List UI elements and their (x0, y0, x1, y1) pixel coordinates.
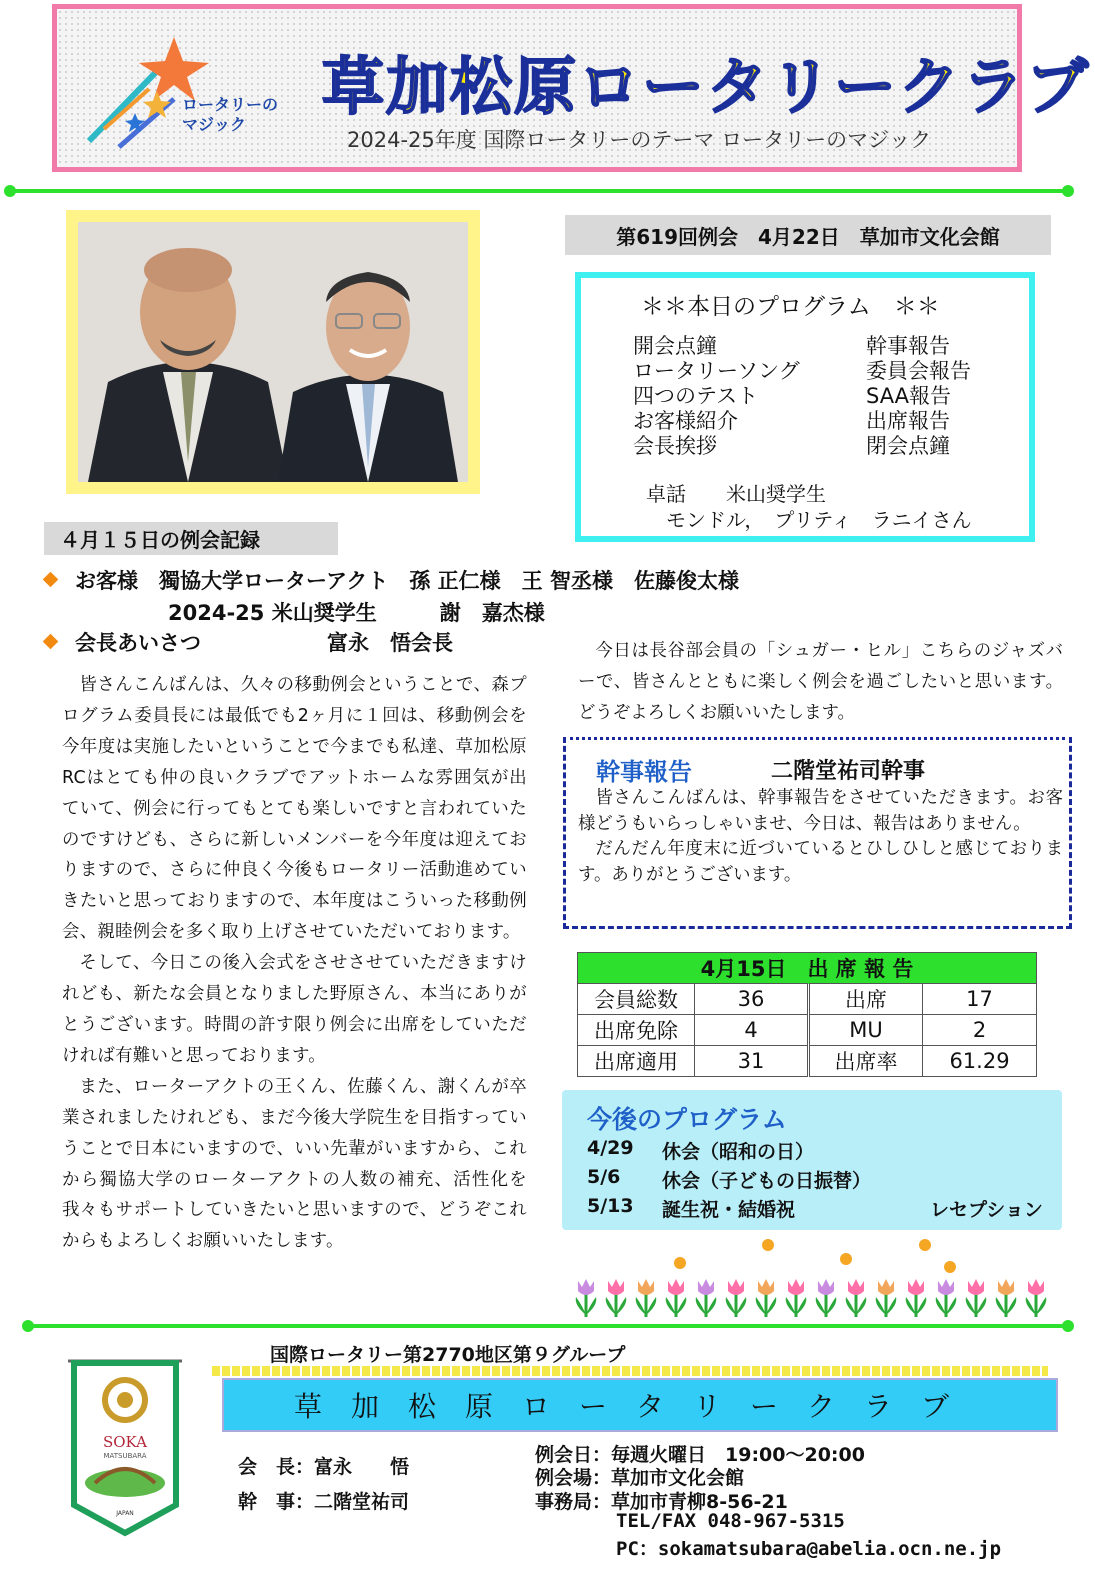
footer-email: PC：sokamatsubara@abelia.ocn.ne.jp (616, 1538, 1002, 1560)
program-left-list (633, 334, 800, 459)
tulip-leaf (666, 1297, 676, 1315)
tulip-leaf (636, 1297, 646, 1315)
tulip-flower (788, 1279, 804, 1295)
table-cell: 31 (695, 1046, 809, 1077)
members-photo (78, 222, 468, 482)
tulip-flower (818, 1279, 834, 1295)
tulip-leaf (586, 1297, 596, 1315)
two-men-photo-icon (78, 222, 468, 482)
tulip-leaf (846, 1297, 856, 1315)
table-cell: 61.29 (923, 1046, 1037, 1077)
tulip-flower (938, 1279, 954, 1295)
tulip-flower (998, 1279, 1014, 1295)
table-cell: 出席免除 (578, 1015, 695, 1046)
tulip-flower (578, 1279, 594, 1295)
header-logo-text: ロータリーの マジック (182, 95, 279, 134)
tulip-flower (698, 1279, 714, 1295)
upcoming-note: レセプション (930, 1199, 1043, 1221)
program-item: 閉会点鐘 (866, 434, 950, 458)
header-banner (52, 4, 1091, 172)
club-pennant-icon (60, 1355, 190, 1540)
program-title: ＊＊本日のプログラム ＊＊ (641, 294, 940, 320)
attendance-header: 4月15日 出 席 報 告 (578, 953, 1037, 984)
program-item: 開会点鐘 (633, 334, 717, 358)
guests-line-1: お客様 獨協大学ローターアクト 孫 正仁様 王 智丞様 佐藤俊太様 (75, 569, 739, 593)
footer-president: 会 長：富永 悟 (238, 1456, 410, 1478)
venue-paragraph (578, 636, 1063, 729)
tulip-leaf (816, 1297, 826, 1315)
tulip-leaf (826, 1297, 836, 1315)
tulip-leaf (966, 1297, 976, 1315)
top-divider (10, 189, 1068, 193)
table-cell: 4 (695, 1015, 809, 1046)
tulip-leaf (856, 1297, 866, 1315)
tulip-leaf (696, 1297, 706, 1315)
tulip-leaf (906, 1297, 916, 1315)
table-cell: 出席 (809, 984, 923, 1015)
speech-paragraph: 皆さんこんばんは、久々の移動例会ということで、森プログラム委員長には最低でも2ヶ月に１回は、移動例会を今年度は実施したいということで今までも私達、草加松原RCはとても仲の良いクラブでアットホームな雰囲気が出ていて、例会に行ってもとても楽しいですと言われていたのですけども、さらに新しいメンバーを今年度は迎えておりますので、さらに仲良く今後もロータリー活動進めていきたいと思っておりますので、本年度はこういった移動例会、親睦例会を多く取り上げさせていただいております。 (62, 675, 527, 943)
bottom-divider (28, 1324, 1068, 1328)
tulip-leaf (646, 1297, 656, 1315)
tulip-leaf (606, 1297, 616, 1315)
tulip-leaf (976, 1297, 986, 1315)
table-row (578, 1046, 1037, 1077)
footer-meeting-place: 例会場：草加市文化会館 (535, 1467, 745, 1489)
program-item: 出席報告 (866, 409, 950, 433)
program-item: ロータリーソング (633, 359, 800, 383)
diamond-bullet-icon (43, 572, 59, 588)
footer-office: 事務局：草加市青柳8-56-21 (535, 1491, 788, 1513)
table-cell: MU (809, 1015, 923, 1046)
tulip-flower (908, 1279, 924, 1295)
tulip-leaf (676, 1297, 686, 1315)
footer-secretary: 幹 事：二階堂祐司 (238, 1491, 410, 1513)
page-title: 草加松原ロータリークラブ (322, 50, 1091, 123)
program-right-list (866, 334, 971, 459)
record-section-title: ４月１５日の例会記録 (44, 522, 338, 555)
tulip-flower (848, 1279, 864, 1295)
table-cell: 36 (695, 984, 809, 1015)
program-speaker-label: 卓話 米山奨学生 (646, 482, 826, 506)
upcoming-text: 休会（子どもの日振替） (662, 1170, 872, 1192)
footer-yellow-strip (212, 1366, 1048, 1376)
tulip-flower (1028, 1279, 1044, 1295)
upcoming-text: 誕生祝・結婚祝 (662, 1199, 796, 1221)
tulip-leaf (736, 1297, 746, 1315)
diamond-bullet-icon (43, 634, 59, 650)
table-row (578, 1015, 1037, 1046)
table-cell: 会員総数 (578, 984, 695, 1015)
program-item: 委員会報告 (866, 359, 971, 383)
secretary-name: 二階堂祐司幹事 (771, 759, 926, 784)
tulip-flower (608, 1279, 624, 1295)
upcoming-text: 休会（昭和の日） (662, 1141, 815, 1163)
top-divider-dot-left (4, 185, 16, 197)
tulip-leaf (786, 1297, 796, 1315)
tulip-leaf (916, 1297, 926, 1315)
upcoming-date: 4/29 (587, 1137, 634, 1159)
venue-paragraph-text: 今日は長谷部会員の「シュガー・ヒル」こちらのジャズバーで、皆さんとともに楽しく例会を過ごしたいと思います。どうぞよろしくお願いいたします。 (578, 641, 1063, 723)
upcoming-date: 5/13 (587, 1195, 634, 1217)
upcoming-program-box (562, 1090, 1062, 1230)
program-item: SAA報告 (866, 384, 952, 408)
tulip-leaf (886, 1297, 896, 1315)
speech-paragraph: また、ローターアクトの王くん、佐藤くん、謝くんが卒業されましたけれども、まだ今後大学院生を目指すっていうことで日本にいますので、いい先輩がいますから、これから獨協大学のローターアクトの人数の補充、活性化を我々もサポートしていきたいと思いますので、どうぞこれからもよろしくお願いいたします。 (62, 1076, 527, 1252)
president-heading: 会長あいさつ 富永 悟会長 (75, 631, 453, 655)
tulip-leaf (576, 1297, 586, 1315)
today-program-box (575, 272, 1035, 542)
tulip-leaf (1006, 1297, 1016, 1315)
table-cell: 2 (923, 1015, 1037, 1046)
page-subtitle: 2024-25年度 国際ロータリーのテーマ ロータリーのマジック (347, 128, 932, 152)
district-group: 国際ロータリー第2770地区第９グループ (270, 1344, 626, 1366)
table-row (578, 984, 1037, 1015)
program-item: 会長挨拶 (633, 434, 717, 458)
secretary-paragraph: だんだん年度末に近づいているとひしひしと感じております。ありがとうございます。 (578, 839, 1063, 885)
photo-frame (66, 210, 480, 494)
program-speaker-name: モンドル， プリティ ラニイさん (666, 508, 972, 532)
secretary-report-box (563, 737, 1072, 929)
tulip-leaf (796, 1297, 806, 1315)
program-item: 幹事報告 (866, 334, 950, 358)
tulip-flower (728, 1279, 744, 1295)
footer-tel: TEL/FAX 048-967-5315 (616, 1510, 845, 1532)
meeting-banner: 第619回例会 4月22日 草加市文化会館 (565, 215, 1051, 255)
tulip-leaf (726, 1297, 736, 1315)
bottom-divider-dot-left (22, 1320, 34, 1332)
pennant-text-3: JAPAN (116, 1510, 134, 1517)
tulip-leaf (1026, 1297, 1036, 1315)
program-item: 四つのテスト (633, 384, 759, 408)
top-divider-dot-right (1062, 185, 1074, 197)
tulip-flower (668, 1279, 684, 1295)
bottom-divider-dot-right (1062, 1320, 1074, 1332)
secretary-paragraph: 皆さんこんばんは、幹事報告をさせていただきます。お客様どうもいらっしゃいませ、今日は、報告はありません。 (578, 788, 1063, 834)
tulips-decoration-icon (570, 1235, 1060, 1320)
tulip-flower (758, 1279, 774, 1295)
tulip-leaf (996, 1297, 1006, 1315)
guests-line-2: 2024-25 米山奨学生 謝 嘉杰様 (168, 601, 545, 625)
tulip-leaf (1036, 1297, 1046, 1315)
tulip-leaf (616, 1297, 626, 1315)
pennant-text-2: MATSUBARA (103, 1452, 147, 1460)
pennant-text-1: SOKA (102, 1433, 148, 1451)
program-item: お客様紹介 (633, 409, 738, 433)
speech-paragraph: そして、今日この後入会式をさせさせていただきますけれども、新たな会員となりました野原さん、本当にありがとうございます。時間の許す限り例会に出席をしていただければ有難いと思っております。 (62, 953, 527, 1066)
tulip-leaf (706, 1297, 716, 1315)
upcoming-title: 今後のプログラム (587, 1105, 787, 1134)
secretary-title: 幹事報告 (596, 758, 692, 786)
tulip-flower (878, 1279, 894, 1295)
table-cell: 出席適用 (578, 1046, 695, 1077)
tulip-leaf (756, 1297, 766, 1315)
tulip-flower (638, 1279, 654, 1295)
tulip-leaf (876, 1297, 886, 1315)
attendance-table (577, 952, 1037, 1077)
tulip-leaf (946, 1297, 956, 1315)
table-cell: 出席率 (809, 1046, 923, 1077)
table-cell: 17 (923, 984, 1037, 1015)
secretary-body (578, 786, 1063, 888)
president-speech (62, 670, 527, 1257)
footer-meeting-day: 例会日：毎週火曜日 19:00～20:00 (535, 1444, 865, 1466)
tulip-leaf (766, 1297, 776, 1315)
tulip-flower (968, 1279, 984, 1295)
upcoming-date: 5/6 (587, 1166, 621, 1188)
tulip-leaf (936, 1297, 946, 1315)
club-name-bar: 草加松原ロータリークラブ (222, 1378, 1058, 1432)
